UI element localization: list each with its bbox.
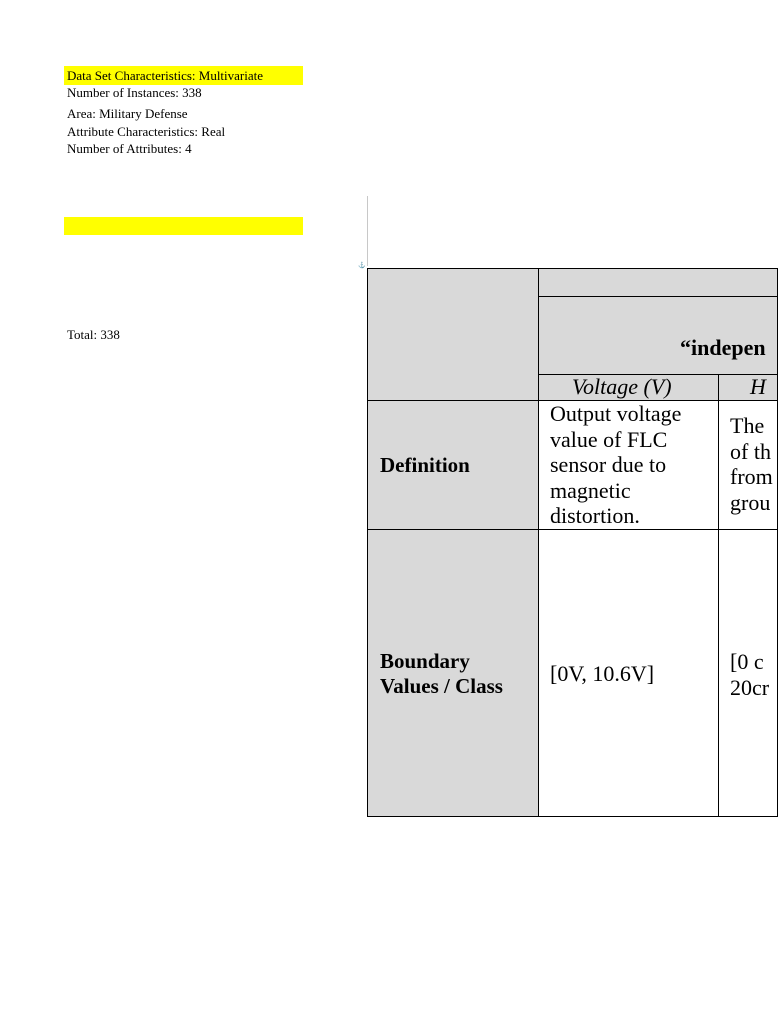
group-header-top-cell [538,268,778,297]
total-count: Total: 338 [67,327,120,342]
area: Area: Military Defense [67,106,188,121]
column-header-label: Voltage (V) [572,374,672,399]
table-cell [538,400,719,530]
column-header-voltage [538,374,719,401]
anchor-icon: ⚓ [358,263,366,269]
table-cell [718,400,778,530]
row-header-label: Definition [380,453,470,477]
cell-text: Output voltage value of FLC sensor due to magnetic distortion. [550,401,682,528]
group-header-cell [538,296,778,375]
row-header-label: Boundary Values / Class [380,649,503,698]
group-title: “indepen [680,335,766,360]
number-of-instances: Number of Instances: 338 [67,85,202,100]
number-of-attributes: Number of Attributes: 4 [67,141,192,156]
cell-text: [0 c 20cr [730,649,770,700]
column-header-second [718,374,778,401]
dataset-characteristics: Data Set Characteristics: Multivariate [67,68,264,83]
column-header-label: H [750,374,766,399]
cell-text: [0V, 10.6V] [550,661,655,686]
table-cell [718,529,778,817]
attribute-characteristics: Attribute Characteristics: Real [67,124,226,139]
row-header-definition [367,400,539,530]
row-header-boundary [367,529,539,817]
table-corner-cell [367,268,539,401]
cell-text: The of th from grou [730,413,773,515]
text-boundary-line [367,196,368,266]
table-cell [538,529,719,817]
highlight-bar-empty [64,217,303,235]
